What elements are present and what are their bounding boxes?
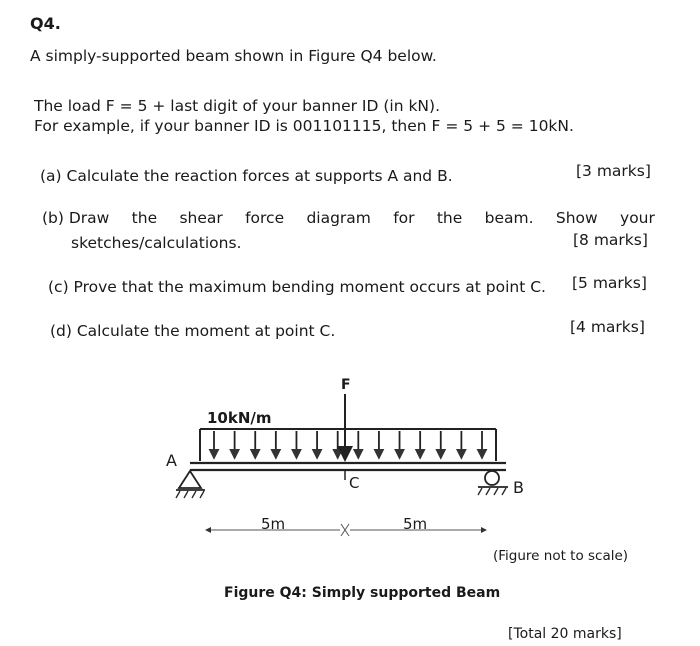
- part-b-word: the: [131, 209, 158, 227]
- part-b-word: force: [245, 209, 285, 227]
- part-b-word: for: [393, 209, 415, 227]
- load-line-2: For example, if your banner ID is 001101115, then F = 5 + 5 = 10kN.: [34, 117, 574, 135]
- part-b-word: the: [436, 209, 463, 227]
- load-line-1: The load F = 5 + last digit of your banner ID (in kN).: [34, 97, 440, 115]
- part-b-line-2: sketches/calculations.: [71, 234, 242, 252]
- pin-support-a: [176, 471, 205, 498]
- part-c-text: (c) Prove that the maximum bending moment occurs at point C.: [48, 278, 546, 296]
- distributed-load-label: 10kN/m: [207, 409, 272, 427]
- distributed-load: [200, 429, 496, 461]
- part-b-word: Show: [555, 209, 598, 227]
- part-a-text: (a) Calculate the reaction forces at supports A and B.: [40, 167, 453, 185]
- part-d-text: (d) Calculate the moment at point C.: [50, 322, 336, 340]
- part-b-word: shear: [179, 209, 223, 227]
- part-a-marks: [3 marks]: [576, 162, 651, 180]
- point-c-label: C: [349, 474, 360, 492]
- support-a-label: A: [166, 451, 177, 470]
- part-b-word: diagram: [306, 209, 371, 227]
- part-b-word: your: [620, 209, 655, 227]
- span-1-label: 5m: [261, 515, 286, 533]
- total-marks: [Total 20 marks]: [508, 626, 622, 642]
- point-load-label: F: [341, 377, 351, 393]
- part-b-line-1: [42, 209, 655, 227]
- span-2-label: 5m: [403, 515, 428, 533]
- roller-support-b: [478, 471, 508, 495]
- support-b-label: B: [513, 478, 524, 497]
- part-b-word: beam.: [484, 209, 534, 227]
- dimension-lines: [206, 524, 486, 536]
- beam: [190, 463, 506, 470]
- part-b-marks: [8 marks]: [573, 231, 648, 249]
- question-number: Q4.: [30, 14, 61, 33]
- figure-caption: Figure Q4: Simply supported Beam: [224, 585, 501, 601]
- part-d-marks: [4 marks]: [570, 318, 645, 336]
- figure-note: (Figure not to scale): [493, 548, 629, 564]
- part-b-word: (b) Draw: [42, 209, 110, 227]
- beam-figure: [0, 360, 700, 646]
- part-c-marks: [5 marks]: [572, 274, 647, 292]
- question-intro: A simply-supported beam shown in Figure Q4 below.: [30, 47, 437, 65]
